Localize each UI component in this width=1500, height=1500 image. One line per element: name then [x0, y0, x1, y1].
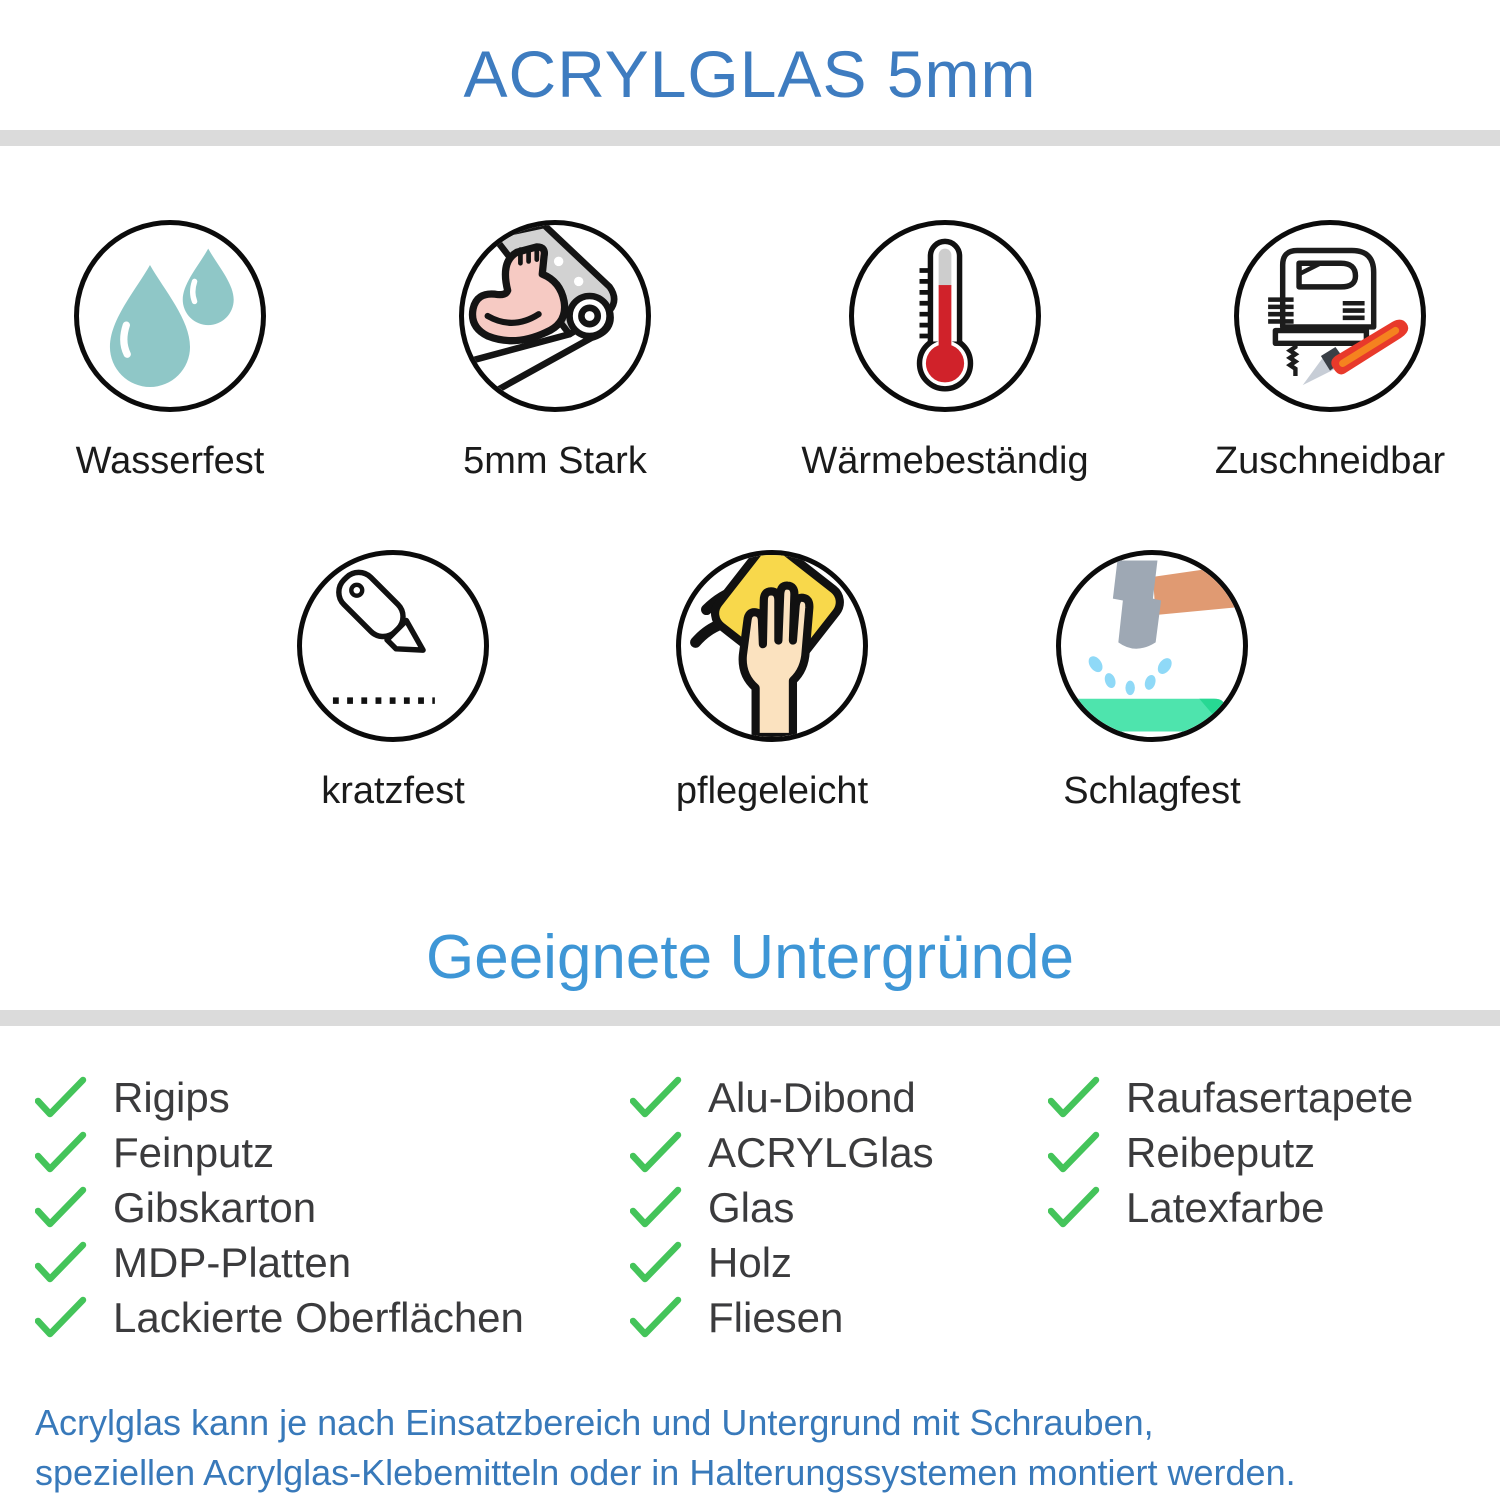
check-icon: [1048, 1186, 1100, 1230]
feature-5mm-stark: [375, 220, 735, 483]
feature-circle: [1056, 550, 1248, 742]
feature-circle: [74, 220, 266, 412]
water-drops-icon: [79, 225, 261, 407]
list-item: [35, 1131, 524, 1175]
check-icon: [35, 1131, 87, 1175]
list-item: [35, 1076, 524, 1120]
check-icon: [630, 1186, 682, 1230]
list-item: [35, 1186, 524, 1230]
substrate-label: Latexfarbe: [1126, 1184, 1325, 1231]
footer-line: speziellen Acrylglas-Klebemitteln oder in Halterungssystemen montiert werden.: [35, 1452, 1296, 1493]
substrate-label: Glas: [708, 1184, 795, 1231]
list-item: [1048, 1076, 1413, 1120]
substrate-label: Gibskarton: [113, 1184, 317, 1231]
check-icon: [1048, 1131, 1100, 1175]
check-icon: [630, 1241, 682, 1285]
footer-note: [35, 1398, 1296, 1498]
cleaning-hand-icon: [681, 555, 863, 737]
substrate-label: Rigips: [113, 1074, 230, 1121]
feature-circle: [459, 220, 651, 412]
muscle-arm-icon: [464, 225, 646, 407]
utility-knife-icon: [302, 555, 484, 737]
feature-schlagfest: [972, 550, 1332, 813]
substrate-label: Fliesen: [708, 1294, 844, 1341]
feature-pflegeleicht: [592, 550, 952, 813]
check-icon: [1048, 1076, 1100, 1120]
feature-circle: [1234, 220, 1426, 412]
substrate-label: Raufasertapete: [1126, 1074, 1414, 1121]
substrate-label: Lackierte Oberflächen: [113, 1294, 524, 1341]
list-item: [630, 1241, 934, 1285]
thermometer-icon: [854, 225, 1036, 407]
list-item: [630, 1131, 934, 1175]
feature-label: Zuschneidbar: [1214, 440, 1446, 482]
feature-circle: [297, 550, 489, 742]
list-item: [630, 1296, 934, 1340]
feature-wasserfest: [0, 220, 350, 483]
jigsaw-icon: [1239, 225, 1421, 407]
substrate-label: Reibeputz: [1126, 1129, 1316, 1176]
feature-zuschneidbar: [1150, 220, 1500, 483]
feature-kratzfest: [213, 550, 573, 813]
check-icon: [630, 1296, 682, 1340]
substrate-label: Feinputz: [113, 1129, 275, 1176]
footer-line: Acrylglas kann je nach Einsatzbereich und Untergrund mit Schrauben,: [35, 1402, 1154, 1443]
substrate-label: ACRYLGlas: [708, 1129, 934, 1176]
check-icon: [35, 1186, 87, 1230]
feature-label: Schlagfest: [1063, 770, 1241, 812]
feature-label: Wärmebeständig: [801, 440, 1089, 482]
hammer-icon: [1061, 555, 1243, 737]
feature-label: kratzfest: [321, 770, 465, 812]
divider-middle: [0, 1010, 1500, 1026]
substrate-label: MDP-Platten: [113, 1239, 352, 1286]
list-item: [630, 1186, 934, 1230]
list-item: [35, 1296, 524, 1340]
feature-label: pflegeleicht: [675, 770, 869, 812]
substrate-column-2: [630, 1076, 934, 1340]
check-icon: [35, 1076, 87, 1120]
feature-label: Wasserfest: [75, 440, 265, 482]
divider-top: [0, 130, 1500, 146]
substrate-label: Alu-Dibond: [708, 1074, 916, 1121]
substrate-column-3: [1048, 1076, 1413, 1230]
feature-circle: [849, 220, 1041, 412]
substrate-label: Holz: [708, 1239, 793, 1286]
check-icon: [630, 1131, 682, 1175]
feature-waermebestaendig: [765, 220, 1125, 483]
check-icon: [35, 1296, 87, 1340]
list-item: [1048, 1186, 1413, 1230]
check-icon: [35, 1241, 87, 1285]
list-item: [1048, 1131, 1413, 1175]
list-item: [35, 1241, 524, 1285]
list-item: [630, 1076, 934, 1120]
check-icon: [630, 1076, 682, 1120]
section-title-untergruende: Geeignete Untergründe: [425, 923, 1074, 992]
substrate-column-1: [35, 1076, 524, 1340]
feature-label: 5mm Stark: [463, 440, 647, 482]
feature-circle: [676, 550, 868, 742]
page-title: ACRYLGLAS 5mm: [463, 37, 1037, 111]
